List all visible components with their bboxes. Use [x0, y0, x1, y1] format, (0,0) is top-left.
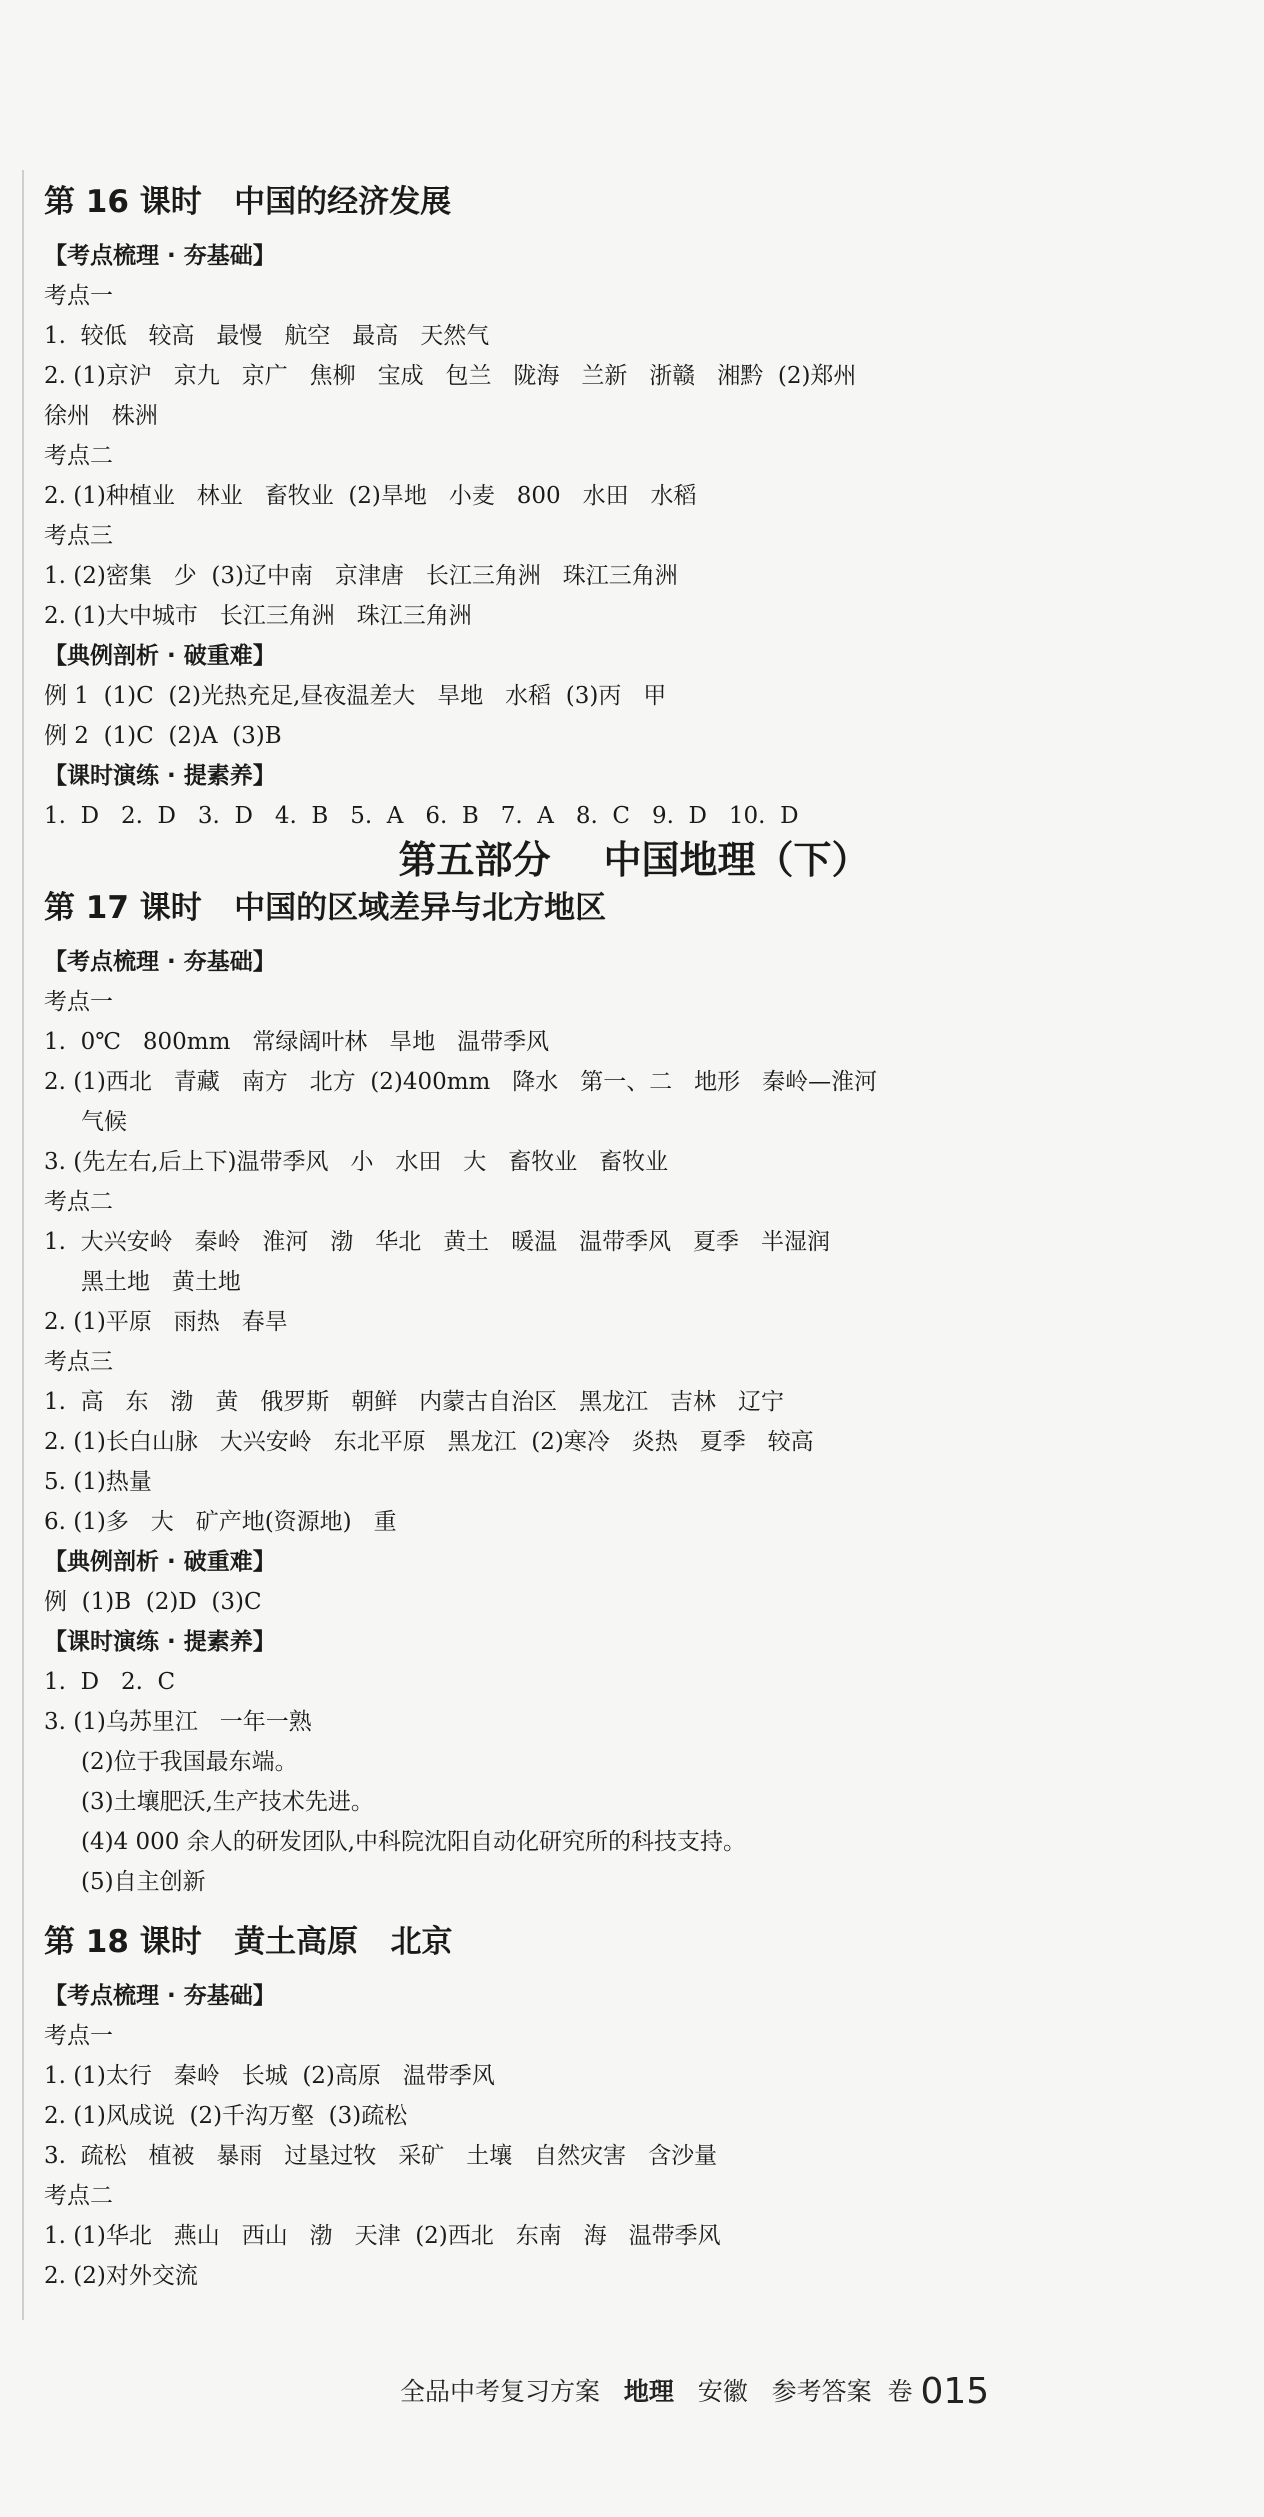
example-line: 例 2 (1)C (2)A (3)B: [44, 723, 282, 749]
key-point-heading: 考点三: [44, 523, 113, 549]
answer-line: 气候: [81, 1109, 127, 1135]
footer-series: 全品中考复习方案: [400, 2377, 601, 2406]
answer-line: 1. 较低 较高 最慢 航空 最高 天然气: [44, 323, 490, 349]
answer-line: 2. (1)风成说 (2)千沟万壑 (3)疏松: [44, 2103, 408, 2129]
key-point-heading: 考点二: [44, 1189, 113, 1215]
footer-answers: 参考答案: [771, 2377, 872, 2406]
key-point-heading: 考点二: [44, 443, 113, 469]
left-margin-rule: [22, 170, 24, 2320]
key-point-heading: 考点一: [44, 283, 113, 309]
practice-answers: (2)位于我国最东端。: [81, 1749, 298, 1775]
example-line: 例 1 (1)C (2)光热充足,昼夜温差大 旱地 水稻 (3)丙 甲: [44, 683, 667, 709]
key-point-heading: 考点一: [44, 989, 113, 1015]
answer-line: 2. (1)京沪 京九 京广 焦柳 宝成 包兰 陇海 兰新 浙赣 湘黔 (2)郑州: [44, 363, 857, 389]
practice-answers: (3)土壤肥沃,生产技术先进。: [81, 1789, 374, 1815]
answer-line: 3. (先左右,后上下)温带季风 小 水田 大 畜牧业 畜牧业: [44, 1149, 669, 1175]
page-footer: [400, 2370, 1180, 2414]
section-label: 【课时演练 · 提素养】: [44, 1629, 276, 1655]
lesson-18-title: 第 18 课时 黄土高原 北京: [44, 1924, 453, 1960]
answer-line: 3. 疏松 植被 暴雨 过垦过牧 采矿 土壤 自然灾害 含沙量: [44, 2143, 718, 2169]
answer-line: 2. (1)长白山脉 大兴安岭 东北平原 黑龙江 (2)寒冷 炎热 夏季 较高: [44, 1429, 814, 1455]
answer-line: 黑土地 黄土地: [81, 1269, 241, 1295]
section-label: 【典例剖析 · 破重难】: [44, 1549, 276, 1575]
answer-line: 1. 高 东 渤 黄 俄罗斯 朝鲜 内蒙古自治区 黑龙江 吉林 辽宁: [44, 1389, 784, 1415]
answer-line: 2. (1)大中城市 长江三角洲 珠江三角洲: [44, 603, 472, 629]
section-label: 【课时演练 · 提素养】: [44, 763, 276, 789]
answer-line: 1. (1)华北 燕山 西山 渤 天津 (2)西北 东南 海 温带季风: [44, 2223, 721, 2249]
section-label: 【典例剖析 · 破重难】: [44, 643, 276, 669]
section-label: 【考点梳理 · 夯基础】: [44, 243, 276, 269]
footer-subject: 地理: [623, 2377, 674, 2406]
page-number: 015: [920, 2371, 990, 2412]
practice-answers: (5)自主创新: [81, 1869, 206, 1895]
answer-line: 2. (2)对外交流: [44, 2263, 198, 2289]
answer-line: 5. (1)热量: [44, 1469, 152, 1495]
answer-line: 2. (1)种植业 林业 畜牧业 (2)旱地 小麦 800 水田 水稻: [44, 483, 697, 509]
practice-answers: 1. D 2. C: [44, 1669, 176, 1695]
footer-volume: 卷: [887, 2377, 913, 2406]
answer-line: 6. (1)多 大 矿产地(资源地) 重: [44, 1509, 397, 1535]
part-5-title: 第五部分 中国地理（下）: [398, 838, 870, 882]
practice-answers: 1. D 2. D 3. D 4. B 5. A 6. B 7. A 8. C 9. D 10. D: [44, 803, 799, 829]
answer-line: 1. (1)太行 秦岭 长城 (2)高原 温带季风: [44, 2063, 495, 2089]
answer-line: 1. 大兴安岭 秦岭 淮河 渤 华北 黄土 暖温 温带季风 夏季 半湿润: [44, 1229, 830, 1255]
lesson-16-title: 第 16 课时 中国的经济发展: [44, 184, 452, 220]
practice-answers: (4)4 000 余人的研发团队,中科院沈阳自动化研究所的科技支持。: [81, 1829, 747, 1855]
answer-line: 2. (1)西北 青藏 南方 北方 (2)400mm 降水 第一、二 地形 秦岭—淮河: [44, 1069, 878, 1095]
key-point-heading: 考点三: [44, 1349, 113, 1375]
footer-region: 安徽: [697, 2377, 748, 2406]
answer-content: [44, 178, 1224, 2296]
answer-line: 徐州 株洲: [44, 403, 158, 429]
answer-line: 2. (1)平原 雨热 春旱: [44, 1309, 288, 1335]
lesson-17-title: 第 17 课时 中国的区域差异与北方地区: [44, 890, 607, 926]
section-label: 【考点梳理 · 夯基础】: [44, 949, 276, 975]
example-line: 例 (1)B (2)D (3)C: [44, 1589, 262, 1615]
key-point-heading: 考点二: [44, 2183, 113, 2209]
key-point-heading: 考点一: [44, 2023, 113, 2049]
practice-answers: 3. (1)乌苏里江 一年一熟: [44, 1709, 312, 1735]
section-label: 【考点梳理 · 夯基础】: [44, 1983, 276, 2009]
answer-line: 1. (2)密集 少 (3)辽中南 京津唐 长江三角洲 珠江三角洲: [44, 563, 678, 589]
answer-line: 1. 0℃ 800mm 常绿阔叶林 旱地 温带季风: [44, 1029, 550, 1055]
